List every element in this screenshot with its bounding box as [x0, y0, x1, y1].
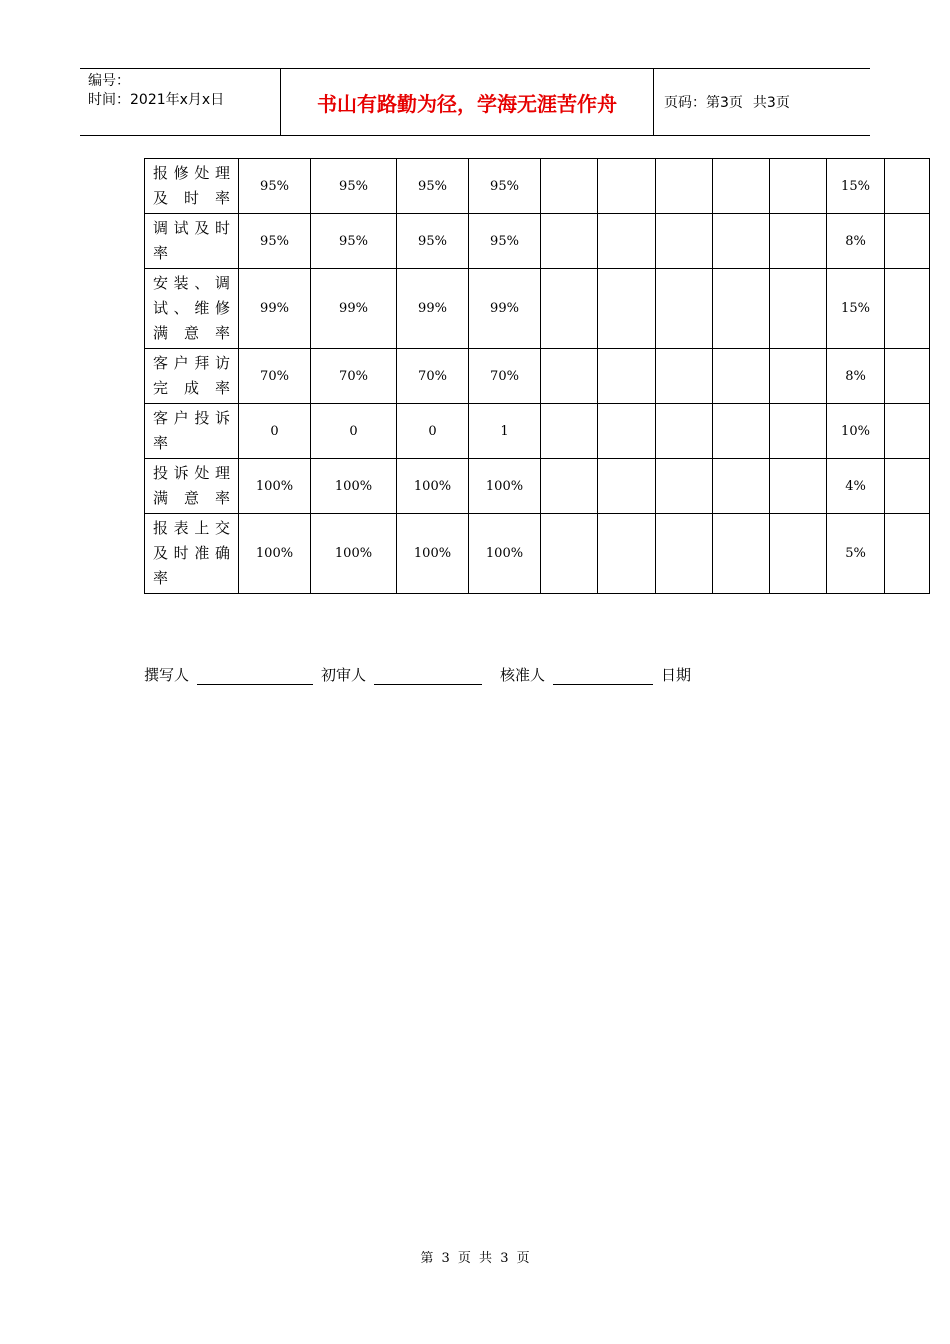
table-row	[145, 514, 930, 594]
empty-cell	[598, 514, 656, 594]
empty-cell	[598, 214, 656, 269]
target-value-cell: 95%	[311, 214, 397, 269]
reviewer-blank[interactable]	[374, 666, 482, 685]
empty-cell	[770, 214, 827, 269]
reviewer-label: 初审人	[321, 666, 367, 684]
target-value-cell: 100%	[397, 514, 469, 594]
empty-cell	[770, 269, 827, 349]
target-value-cell: 0	[397, 404, 469, 459]
metric-name-cell: 投诉处理满意率	[145, 459, 239, 514]
empty-cell	[770, 514, 827, 594]
target-value-cell: 99%	[469, 269, 541, 349]
empty-cell	[541, 514, 598, 594]
signature-line	[144, 664, 691, 685]
empty-cell	[885, 349, 930, 404]
table-row	[145, 269, 930, 349]
document-header	[80, 68, 870, 136]
weight-cell: 15%	[827, 159, 885, 214]
empty-cell	[656, 159, 713, 214]
table-row	[145, 349, 930, 404]
target-value-cell: 1	[469, 404, 541, 459]
metric-name-cell: 调试及时率	[145, 214, 239, 269]
target-value-cell: 0	[239, 404, 311, 459]
table-row	[145, 404, 930, 459]
header-motto: 书山有路勤为径，学海无涯苦作舟	[281, 69, 654, 135]
empty-cell	[598, 269, 656, 349]
empty-cell	[598, 159, 656, 214]
empty-cell	[885, 459, 930, 514]
approver-blank[interactable]	[553, 666, 653, 685]
empty-cell	[770, 459, 827, 514]
target-value-cell: 95%	[311, 159, 397, 214]
weight-cell: 8%	[827, 349, 885, 404]
total-pages-label: 共3页	[752, 95, 790, 111]
table-row	[145, 459, 930, 514]
empty-cell	[713, 349, 770, 404]
target-value-cell: 95%	[239, 214, 311, 269]
target-value-cell: 100%	[469, 459, 541, 514]
number-label: 编号：	[88, 73, 130, 89]
page-footer: 第 3 页 共 3 页	[420, 1251, 530, 1266]
empty-cell	[541, 214, 598, 269]
target-value-cell: 70%	[397, 349, 469, 404]
empty-cell	[541, 404, 598, 459]
empty-cell	[598, 404, 656, 459]
empty-cell	[770, 404, 827, 459]
writer-label: 撰写人	[144, 666, 190, 684]
target-value-cell: 0	[311, 404, 397, 459]
empty-cell	[713, 459, 770, 514]
date-label: 日期	[661, 666, 692, 684]
empty-cell	[656, 459, 713, 514]
empty-cell	[885, 159, 930, 214]
empty-cell	[885, 269, 930, 349]
metric-name-cell: 客户投诉率	[145, 404, 239, 459]
empty-cell	[656, 214, 713, 269]
target-value-cell: 100%	[239, 459, 311, 514]
target-value-cell: 95%	[469, 214, 541, 269]
target-value-cell: 99%	[311, 269, 397, 349]
weight-cell: 10%	[827, 404, 885, 459]
empty-cell	[598, 459, 656, 514]
empty-cell	[713, 269, 770, 349]
writer-blank[interactable]	[197, 666, 313, 685]
target-value-cell: 100%	[239, 514, 311, 594]
empty-cell	[770, 159, 827, 214]
target-value-cell: 70%	[469, 349, 541, 404]
metric-name-cell: 报修处理及时率	[145, 159, 239, 214]
target-value-cell: 95%	[397, 159, 469, 214]
target-value-cell: 100%	[311, 459, 397, 514]
header-meta	[80, 69, 281, 135]
target-value-cell: 99%	[397, 269, 469, 349]
target-value-cell: 95%	[469, 159, 541, 214]
empty-cell	[770, 349, 827, 404]
weight-cell: 15%	[827, 269, 885, 349]
empty-cell	[656, 269, 713, 349]
metric-name-cell: 安装、调试、维修满意率	[145, 269, 239, 349]
empty-cell	[598, 349, 656, 404]
empty-cell	[713, 159, 770, 214]
time-label: 时间：2021年x月x日	[88, 92, 225, 108]
target-value-cell: 100%	[397, 459, 469, 514]
empty-cell	[656, 404, 713, 459]
weight-cell: 4%	[827, 459, 885, 514]
page-label: 页码：第3页	[664, 95, 743, 111]
target-value-cell: 99%	[239, 269, 311, 349]
empty-cell	[541, 159, 598, 214]
empty-cell	[656, 514, 713, 594]
empty-cell	[713, 214, 770, 269]
empty-cell	[541, 349, 598, 404]
empty-cell	[541, 459, 598, 514]
empty-cell	[885, 404, 930, 459]
table-row	[145, 214, 930, 269]
target-value-cell: 70%	[311, 349, 397, 404]
target-value-cell: 95%	[239, 159, 311, 214]
empty-cell	[541, 269, 598, 349]
approver-label: 核准人	[500, 666, 546, 684]
target-value-cell: 100%	[469, 514, 541, 594]
empty-cell	[713, 404, 770, 459]
metric-name-cell: 报表上交及时准确率	[145, 514, 239, 594]
empty-cell	[885, 514, 930, 594]
empty-cell	[885, 214, 930, 269]
kpi-table	[144, 158, 930, 594]
empty-cell	[656, 349, 713, 404]
table-row	[145, 159, 930, 214]
weight-cell: 5%	[827, 514, 885, 594]
weight-cell: 8%	[827, 214, 885, 269]
metric-name-cell: 客户拜访完成率	[145, 349, 239, 404]
target-value-cell: 100%	[311, 514, 397, 594]
target-value-cell: 70%	[239, 349, 311, 404]
empty-cell	[713, 514, 770, 594]
header-page-info	[654, 69, 870, 135]
target-value-cell: 95%	[397, 214, 469, 269]
